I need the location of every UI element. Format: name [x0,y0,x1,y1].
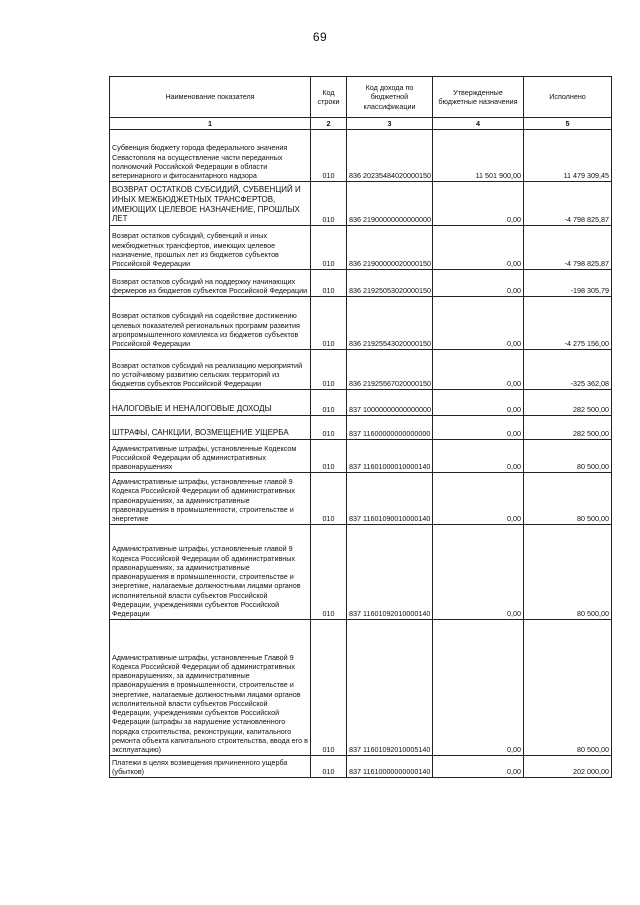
row-approved-amount: 0,00 [433,182,524,226]
header-income-code: Код дохода по бюджетной классификации [347,77,433,118]
row-name: Возврат остатков субсидий на реализацию мероприятий по устойчивому развитию сельских территорий из бюджетов субъектов Российской Федерации [110,350,311,390]
row-approved-amount: 0,00 [433,473,524,525]
row-approved-amount: 0,00 [433,525,524,620]
row-income-code: 836 20235484020000150 [347,130,433,182]
row-income-code: 837 11601092010000140 [347,525,433,620]
row-line-code: 010 [311,416,347,440]
row-approved-amount: 0,00 [433,270,524,297]
row-name: Административные штрафы, установленные Кодексом Российской Федерации об административных правонарушениях [110,440,311,473]
row-executed-amount: 11 479 309,45 [524,130,612,182]
column-number-row [110,118,612,130]
row-name: Административные штрафы, установленные главой 9 Кодекса Российской Федерации об административных правонарушениях, за административные правонарушения в промышленности, строительстве и энергетике, налагаемые должностными лицами органов исполнительной власти субъектов Российской Федерации, учреждениями субъектов Российской Федерации [110,525,311,620]
row-name: Платежи в целях возмещения причиненного ущерба (убытков) [110,756,311,778]
row-approved-amount: 0,00 [433,620,524,756]
row-name: ШТРАФЫ, САНКЦИИ, ВОЗМЕЩЕНИЕ УЩЕРБА [110,416,311,440]
row-income-code: 837 11610000000000140 [347,756,433,778]
row-approved-amount: 11 501 900,00 [433,130,524,182]
table-header-row [110,77,612,118]
table-row [110,270,612,297]
table-row [110,525,612,620]
table-row [110,297,612,350]
table-row [110,440,612,473]
row-income-code: 837 11601092010005140 [347,620,433,756]
row-approved-amount: 0,00 [433,226,524,270]
row-executed-amount: 282 500,00 [524,416,612,440]
table-row [110,473,612,525]
row-approved-amount: 0,00 [433,350,524,390]
row-name: Возврат остатков субсидий на поддержку начинающих фермеров из бюджетов субъектов Российской Федерации [110,270,311,297]
table-row [110,416,612,440]
table-body [110,130,612,778]
row-line-code: 010 [311,390,347,416]
row-income-code: 837 11600000000000000 [347,416,433,440]
row-income-code: 837 11601090010000140 [347,473,433,525]
row-name: ВОЗВРАТ ОСТАТКОВ СУБСИДИЙ, СУБВЕНЦИЙ И ИНЫХ МЕЖБЮДЖЕТНЫХ ТРАНСФЕРТОВ, ИМЕЮЩИХ ЦЕЛЕВОЕ НАЗНАЧЕНИЕ, ПРОШЛЫХ ЛЕТ [110,182,311,226]
row-line-code: 010 [311,473,347,525]
column-number: 1 [110,118,311,130]
row-line-code: 010 [311,270,347,297]
row-approved-amount: 0,00 [433,440,524,473]
row-name: Административные штрафы, установленные Главой 9 Кодекса Российской Федерации об административных правонарушениях, за административные правонарушения в промышленности, строительстве и энергетике, налагаемые должностными лицами органов исполнительной власти субъектов Российской Федерации, учреждениями субъектов Российской Федерации (штрафы за нарушение установленного порядка строительства, реконструкции, капитального ремонта объекта капитального строительства, ввода его в эксплуатацию) [110,620,311,756]
row-name: Возврат остатков субсидий на содействие достижению целевых показателей региональных программ развития агропромышленного комплекса из бюджетов субъектов Российской Федерации [110,297,311,350]
row-executed-amount: 80 500,00 [524,473,612,525]
row-approved-amount: 0,00 [433,390,524,416]
row-executed-amount: -4 275 156,00 [524,297,612,350]
row-executed-amount: -325 362,08 [524,350,612,390]
row-approved-amount: 0,00 [433,416,524,440]
table-row [110,390,612,416]
row-line-code: 010 [311,756,347,778]
table-row [110,350,612,390]
budget-execution-table [109,76,612,778]
column-number: 3 [347,118,433,130]
row-name: Субвенция бюджету города федерального значения Севастополя на осуществление части переданных полномочий Российской Федерации в области ветеринарного и фитосанитарного надзора [110,130,311,182]
row-line-code: 010 [311,620,347,756]
column-number: 2 [311,118,347,130]
row-executed-amount: 80 500,00 [524,440,612,473]
row-income-code: 837 11601000010000140 [347,440,433,473]
row-line-code: 010 [311,297,347,350]
row-approved-amount: 0,00 [433,756,524,778]
table-row [110,620,612,756]
row-approved-amount: 0,00 [433,297,524,350]
page-number: 69 [312,30,328,44]
row-executed-amount: -198 305,79 [524,270,612,297]
header-approved: Утвержденные бюджетные назначения [433,77,524,118]
row-name: Административные штрафы, установленные главой 9 Кодекса Российской Федерации об административных правонарушениях, за административные правонарушения в промышленности, строительстве и энергетике [110,473,311,525]
column-number: 5 [524,118,612,130]
row-line-code: 010 [311,130,347,182]
column-number: 4 [433,118,524,130]
row-line-code: 010 [311,440,347,473]
table-row [110,182,612,226]
row-income-code: 836 21900000020000150 [347,226,433,270]
table-row [110,756,612,778]
row-name: Возврат остатков субсидий, субвенций и иных межбюджетных трансфертов, имеющих целевое назначение, прошлых лет из бюджетов субъектов Российской Федерации [110,226,311,270]
row-income-code: 836 21925567020000150 [347,350,433,390]
row-income-code: 836 21925543020000150 [347,297,433,350]
row-executed-amount: 80 500,00 [524,525,612,620]
row-line-code: 010 [311,350,347,390]
header-executed: Исполнено [524,77,612,118]
row-line-code: 010 [311,226,347,270]
row-name: НАЛОГОВЫЕ И НЕНАЛОГОВЫЕ ДОХОДЫ [110,390,311,416]
row-income-code: 836 21925053020000150 [347,270,433,297]
header-indicator-name: Наименование показателя [110,77,311,118]
header-line-code: Код строки [311,77,347,118]
row-executed-amount: -4 798 825,87 [524,226,612,270]
row-line-code: 010 [311,182,347,226]
row-executed-amount: 202 000,00 [524,756,612,778]
row-income-code: 836 21900000000000000 [347,182,433,226]
table-row [110,226,612,270]
row-line-code: 010 [311,525,347,620]
table-row [110,130,612,182]
row-executed-amount: 282 500,00 [524,390,612,416]
row-executed-amount: 80 500,00 [524,620,612,756]
row-executed-amount: -4 798 825,87 [524,182,612,226]
row-income-code: 837 10000000000000000 [347,390,433,416]
